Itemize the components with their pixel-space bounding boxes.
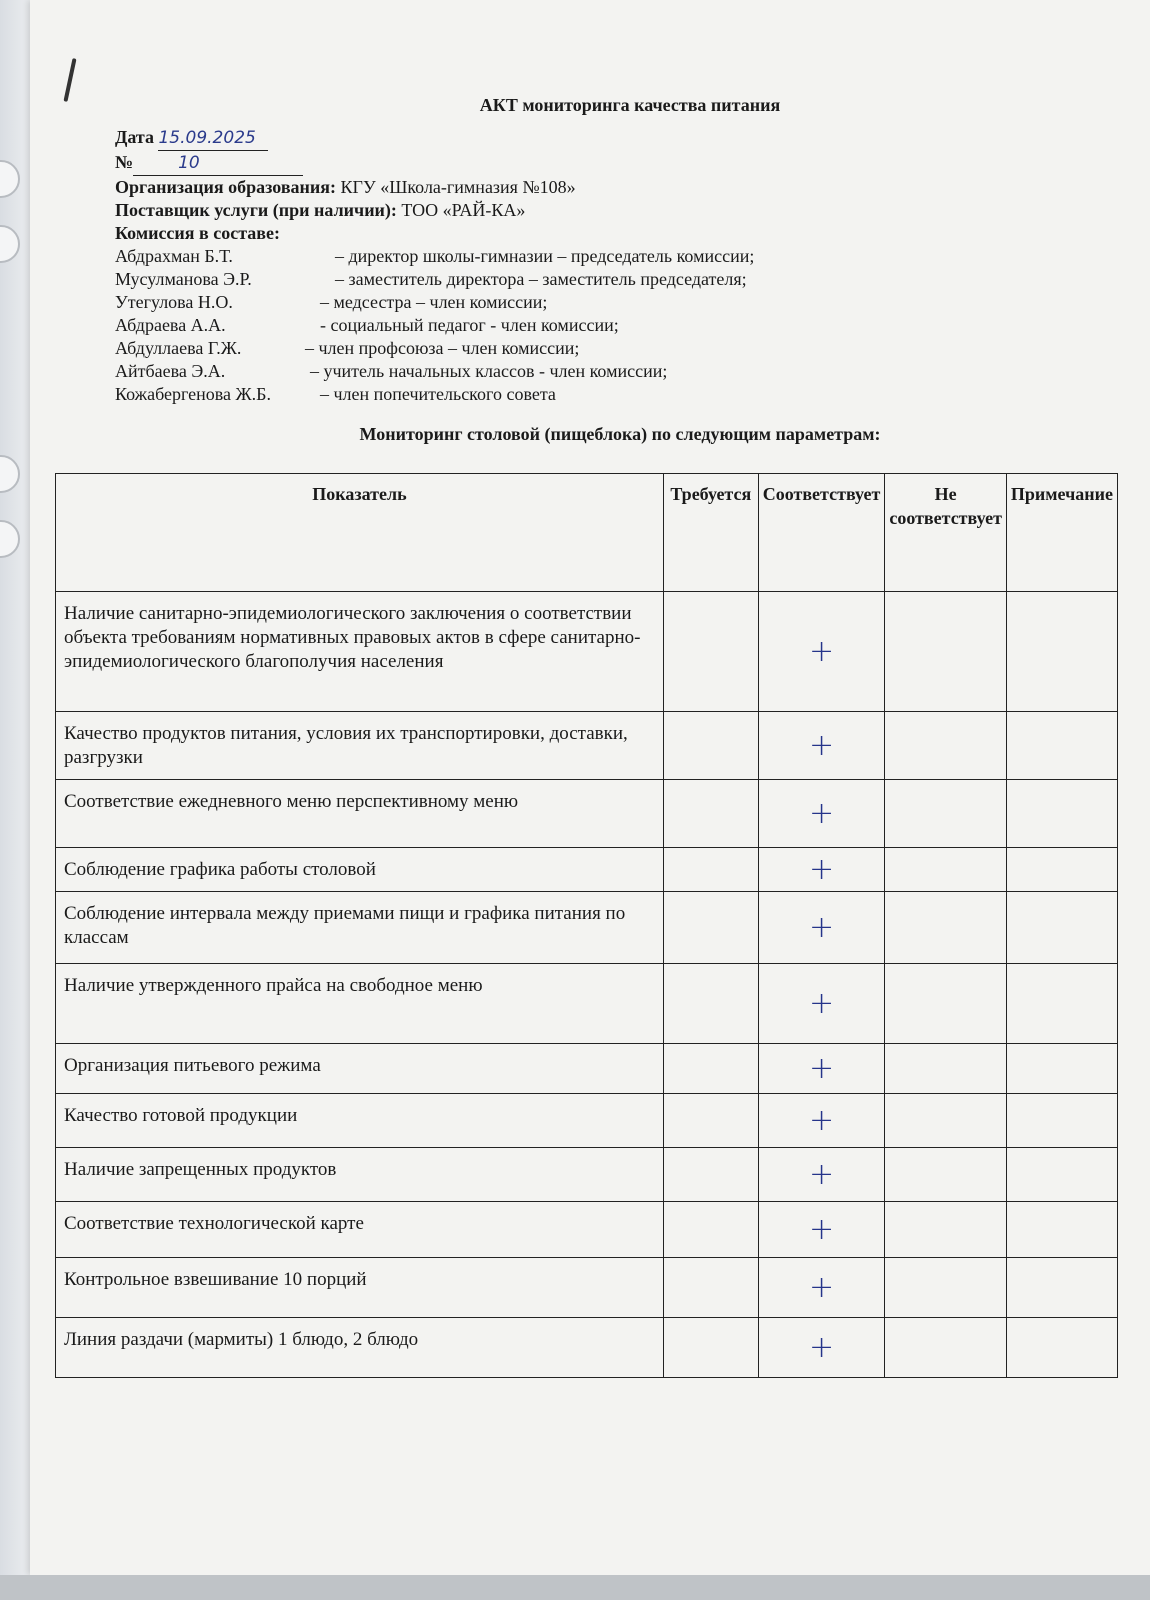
complies-cell <box>758 1148 885 1202</box>
indicator-text: Организация питьевого режима <box>64 1055 321 1076</box>
member-name: Мусулманова Э.Р. <box>115 269 252 289</box>
member-role: – медсестра – член комиссии; <box>320 292 548 312</box>
binder-hole <box>0 520 20 558</box>
header-required: Требуется <box>663 474 758 592</box>
not-complies-cell <box>885 1202 1007 1258</box>
table-row <box>56 1258 1118 1318</box>
complies-cell <box>758 892 885 964</box>
provider-label: Поставщик услуги (при наличии): <box>115 200 397 220</box>
header-note: Примечание <box>1006 474 1117 592</box>
indicator-cell <box>56 1258 664 1318</box>
table-row <box>56 964 1118 1044</box>
member-name: Кожабергенова Ж.Б. <box>115 384 271 404</box>
organization-line <box>115 176 1115 199</box>
table-surface <box>0 1575 1150 1600</box>
not-complies-cell <box>885 1148 1007 1202</box>
date-label: Дата <box>115 127 154 147</box>
complies-cell <box>758 712 885 780</box>
complies-cell <box>758 592 885 712</box>
complies-cell <box>758 780 885 848</box>
document-title: АКТ мониторинга качества питания <box>479 95 781 115</box>
table-row <box>56 780 1118 848</box>
indicator-text: Контрольное взвешивание 10 порций <box>64 1269 367 1290</box>
indicator-cell <box>56 964 664 1044</box>
indicator-cell <box>56 712 664 780</box>
note-cell <box>1006 1318 1117 1378</box>
checkmark-plus: + <box>808 728 835 763</box>
required-cell <box>663 712 758 780</box>
header-indicator: Показатель <box>56 474 664 592</box>
complies-cell <box>758 1258 885 1318</box>
member-name: Абдрахман Б.Т. <box>115 246 233 266</box>
date-line <box>115 126 1115 151</box>
not-complies-cell <box>885 780 1007 848</box>
indicator-text: Соблюдение графика работы столовой <box>64 859 376 880</box>
provider-value: ТОО «РАЙ-КА» <box>401 200 526 220</box>
monitoring-table <box>55 473 1118 1378</box>
table-row <box>56 1202 1118 1258</box>
binder-hole <box>0 160 20 198</box>
date-value: 15.09.2025 <box>158 128 256 148</box>
indicator-text: Качество продуктов питания, условия их транспортировки, доставки, разгрузки <box>64 723 628 768</box>
complies-cell <box>758 964 885 1044</box>
binder-hole <box>0 455 20 493</box>
note-cell <box>1006 964 1117 1044</box>
member-role: – учитель начальных классов - член комиссии; <box>310 361 668 381</box>
indicator-text: Наличие запрещенных продуктов <box>64 1159 337 1180</box>
indicator-cell <box>56 892 664 964</box>
not-complies-cell <box>885 848 1007 892</box>
not-complies-cell <box>885 712 1007 780</box>
number-value: 10 <box>178 153 200 173</box>
checkmark-plus: + <box>808 1330 835 1365</box>
note-cell <box>1006 712 1117 780</box>
note-cell <box>1006 592 1117 712</box>
complies-cell <box>758 1044 885 1094</box>
indicator-cell <box>56 1202 664 1258</box>
note-cell <box>1006 1094 1117 1148</box>
member-name: Утегулова Н.О. <box>115 292 233 312</box>
member-role: – директор школы-гимназии – председатель комиссии; <box>335 246 755 266</box>
note-cell <box>1006 1258 1117 1318</box>
required-cell <box>663 848 758 892</box>
member-name: Абдуллаева Г.Ж. <box>115 338 242 358</box>
commission-member <box>115 360 1115 383</box>
checkmark-plus: + <box>808 1270 835 1305</box>
indicator-text: Соблюдение интервала между приемами пищи и графика питания по классам <box>64 903 626 948</box>
required-cell <box>663 964 758 1044</box>
commission-member <box>115 291 1115 314</box>
indicator-text: Наличие утвержденного прайса на свободное меню <box>64 975 483 996</box>
not-complies-cell <box>885 1318 1007 1378</box>
table-row <box>56 592 1118 712</box>
checkmark-plus: + <box>808 852 835 887</box>
commission-member <box>115 383 1115 406</box>
required-cell <box>663 1318 758 1378</box>
indicator-text: Наличие санитарно-эпидемиологического заключения о соответствии объекта требованиям нормативных правовых актов в сфере санитарно-эпидемиологического благополучия населения <box>64 603 641 672</box>
indicator-cell <box>56 848 664 892</box>
required-cell <box>663 1258 758 1318</box>
table-row <box>56 712 1118 780</box>
indicator-cell <box>56 1094 664 1148</box>
required-cell <box>663 592 758 712</box>
table-row <box>56 1318 1118 1378</box>
complies-cell <box>758 1202 885 1258</box>
indicator-text: Качество готовой продукции <box>64 1105 298 1126</box>
required-cell <box>663 1094 758 1148</box>
commission-member <box>115 314 1115 337</box>
note-cell <box>1006 780 1117 848</box>
checkmark-plus: + <box>808 1212 835 1247</box>
indicator-text: Линия раздачи (мармиты) 1 блюдо, 2 блюдо <box>64 1329 419 1350</box>
not-complies-cell <box>885 892 1007 964</box>
header-complies: Соответствует <box>758 474 885 592</box>
table-row <box>56 1148 1118 1202</box>
required-cell <box>663 1044 758 1094</box>
indicator-cell <box>56 780 664 848</box>
table-row <box>56 892 1118 964</box>
note-cell <box>1006 1044 1117 1094</box>
indicator-text: Соответствие ежедневного меню перспективному меню <box>64 791 519 812</box>
required-cell <box>663 1202 758 1258</box>
note-cell <box>1006 1148 1117 1202</box>
not-complies-cell <box>885 1258 1007 1318</box>
complies-cell <box>758 848 885 892</box>
organization-value: КГУ «Школа-гимназия №108» <box>340 177 576 197</box>
indicator-cell <box>56 1318 664 1378</box>
checkmark-plus: + <box>808 910 835 945</box>
checkmark-plus: + <box>808 796 835 831</box>
required-cell <box>663 780 758 848</box>
table-row <box>56 1094 1118 1148</box>
member-name: Айтбаева Э.А. <box>115 361 226 381</box>
header-not-complies: Не соответствует <box>885 474 1007 592</box>
commission-label: Комиссия в составе: <box>115 223 280 243</box>
member-role: – член профсоюза – член комиссии; <box>305 338 580 358</box>
note-cell <box>1006 892 1117 964</box>
required-cell <box>663 1148 758 1202</box>
commission-member <box>115 337 1115 360</box>
indicator-cell <box>56 1044 664 1094</box>
commission-member <box>115 268 1115 291</box>
indicator-cell <box>56 592 664 712</box>
number-line <box>115 151 1115 176</box>
table-row <box>56 1044 1118 1094</box>
not-complies-cell <box>885 964 1007 1044</box>
binder-hole <box>0 225 20 263</box>
organization-label: Организация образования: <box>115 177 337 197</box>
table-header-row <box>56 474 1118 592</box>
not-complies-cell <box>885 592 1007 712</box>
section-title: Мониторинг столовой (пищеблока) по следующим параметрам: <box>359 424 881 444</box>
document <box>85 95 1115 445</box>
member-role: – заместитель директора – заместитель председателя; <box>335 269 747 289</box>
provider-line <box>115 199 1115 222</box>
member-role: – член попечительского совета <box>320 384 556 404</box>
indicator-text: Соответствие технологической карте <box>64 1213 364 1234</box>
checkmark-plus: + <box>808 1051 835 1086</box>
note-cell <box>1006 848 1117 892</box>
commission-member <box>115 245 1115 268</box>
member-role: - социальный педагог - член комиссии; <box>320 315 619 335</box>
not-complies-cell <box>885 1094 1007 1148</box>
indicator-cell <box>56 1148 664 1202</box>
note-cell <box>1006 1202 1117 1258</box>
complies-cell <box>758 1094 885 1148</box>
checkmark-plus: + <box>808 634 835 669</box>
document-header <box>115 126 1115 406</box>
not-complies-cell <box>885 1044 1007 1094</box>
checkmark-plus: + <box>808 1103 835 1138</box>
required-cell <box>663 892 758 964</box>
table-row <box>56 848 1118 892</box>
member-name: Абдраева А.А. <box>115 315 226 335</box>
checkmark-plus: + <box>808 986 835 1021</box>
number-label: № <box>115 152 134 172</box>
complies-cell <box>758 1318 885 1378</box>
checkmark-plus: + <box>808 1157 835 1192</box>
